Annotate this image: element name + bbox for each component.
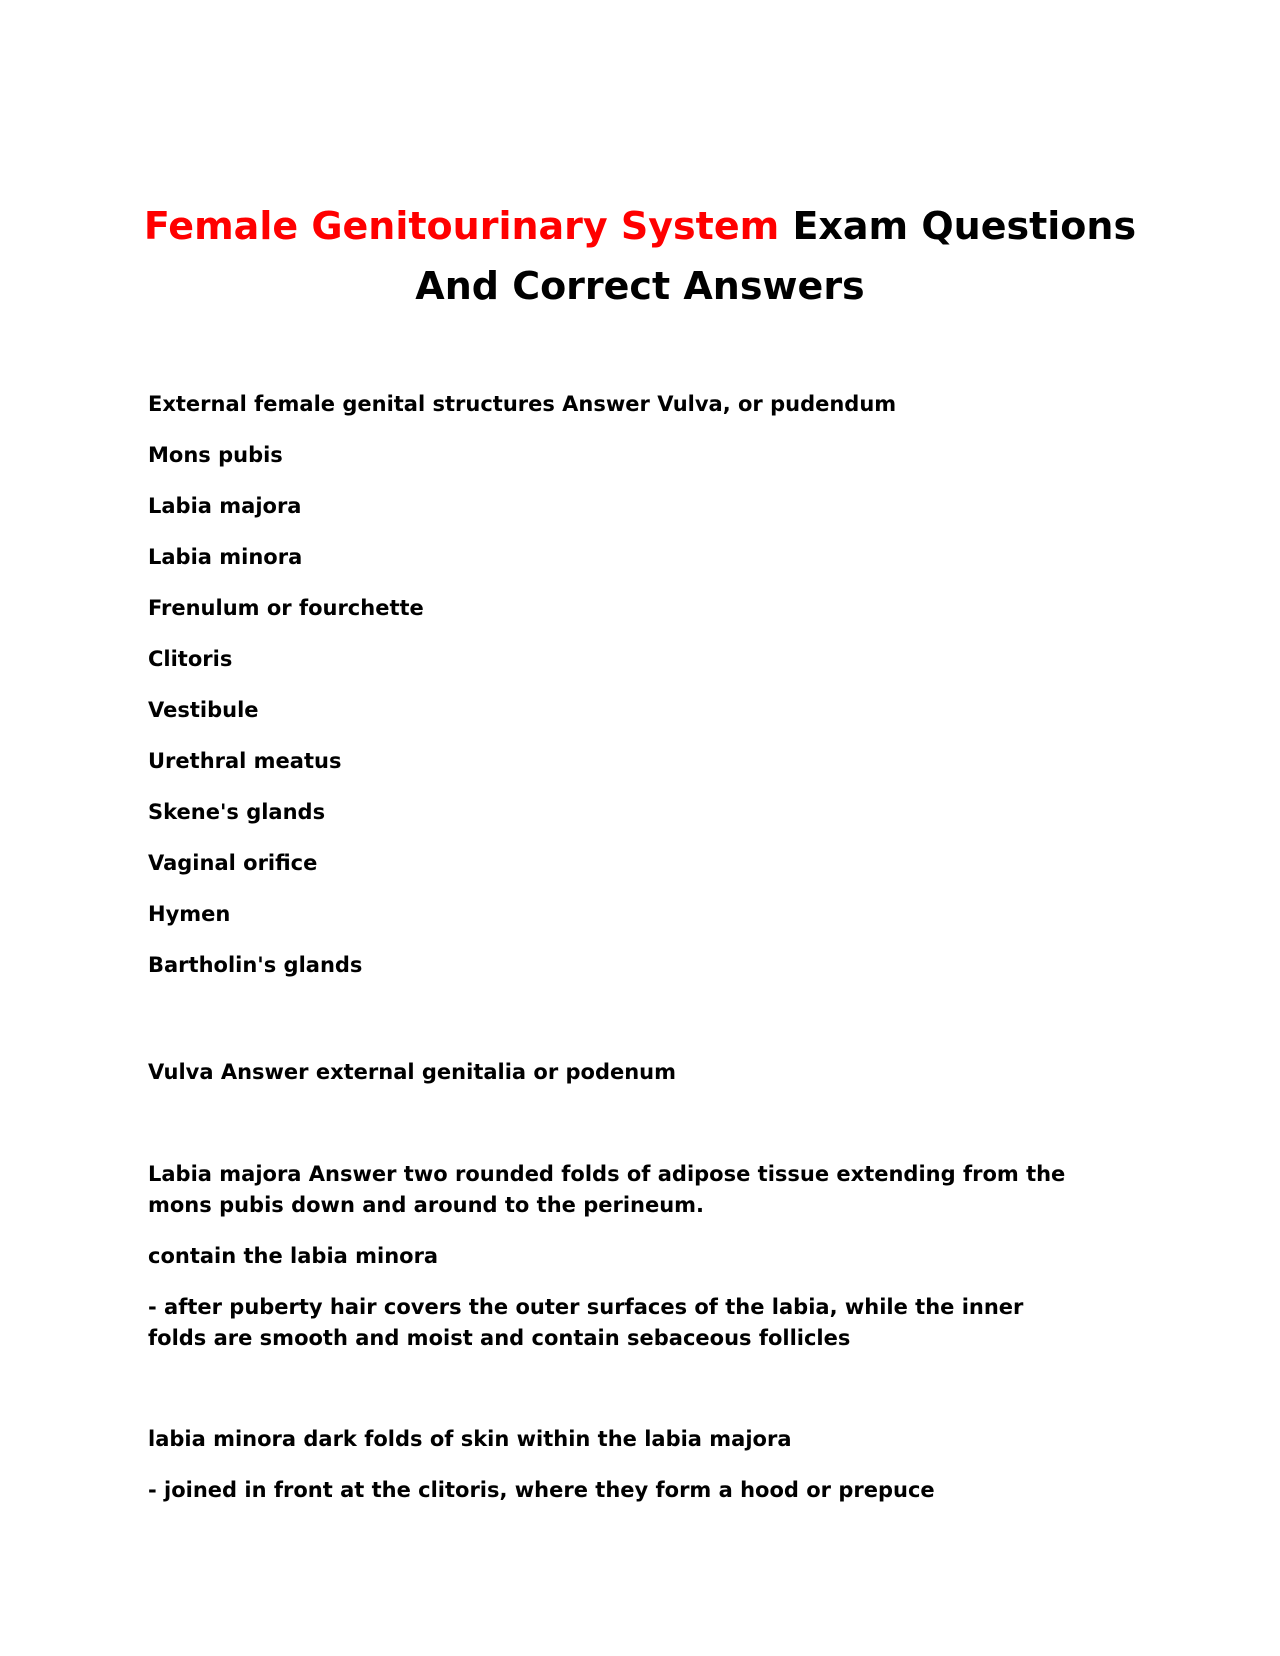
title-highlight: Female Genitourinary System <box>143 204 780 248</box>
section3-line2: contain the labia minora <box>148 1244 439 1268</box>
title-rest: Exam Questions <box>792 204 1137 248</box>
document-title <box>100 196 1180 316</box>
list-item: Labia minora <box>148 545 303 569</box>
title-line2: And Correct Answers <box>415 264 865 308</box>
section1-question: External female genital structures Answer Vulva, or pudendum <box>148 392 897 416</box>
section3-question: Labia majora Answer two rounded folds of adipose tissue extending from the mons pubis down and around to the perineum. <box>148 1162 1066 1217</box>
list-item: Skene's glands <box>148 800 326 824</box>
list-item: Frenulum or fourchette <box>148 596 424 620</box>
section4-line2: - joined in front at the clitoris, where they form a hood or prepuce <box>148 1478 935 1502</box>
list-item: Urethral meatus <box>148 749 342 773</box>
list-item: Vestibule <box>148 698 259 722</box>
list-item: Mons pubis <box>148 443 283 467</box>
list-item: Bartholin's glands <box>148 953 363 977</box>
list-item: Labia majora <box>148 494 302 518</box>
list-item: Clitoris <box>148 647 233 671</box>
list-item: Hymen <box>148 902 231 926</box>
section3-line3: - after puberty hair covers the outer surfaces of the labia, while the inner folds are smooth and moist and contain sebaceous follicles <box>148 1295 1024 1350</box>
section4-question: labia minora dark folds of skin within the labia majora <box>148 1427 792 1451</box>
section2-question: Vulva Answer external genitalia or podenum <box>148 1060 677 1084</box>
list-item: Vaginal orifice <box>148 851 318 875</box>
